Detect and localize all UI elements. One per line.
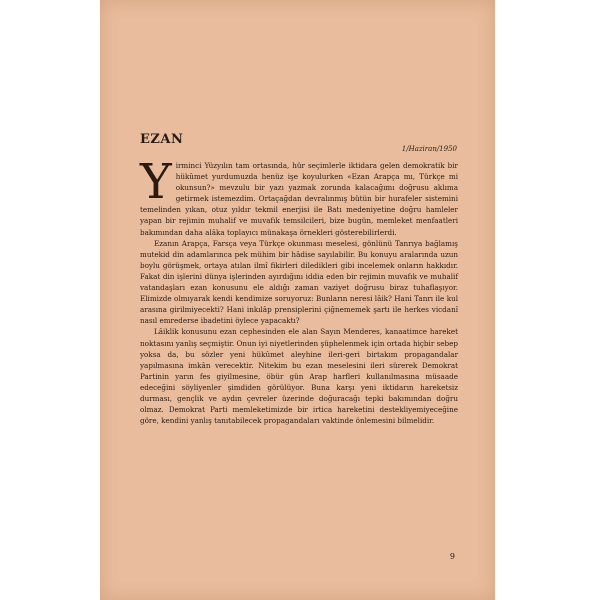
paragraph-1 <box>140 154 458 238</box>
book-page <box>100 0 495 600</box>
chapter-body <box>140 154 458 426</box>
chapter-date: 1/Haziran/1950 <box>401 145 457 153</box>
drop-cap: Y <box>140 154 172 210</box>
page-number: 9 <box>449 552 455 561</box>
paragraph-1-text: irminci Yüzyılın tam ortasında, hür seçimlerle iktidara gelen demokratik bir hükûmet yurdumuzda henüz işe koyulurken «Ezan Arapça mı, Türkçe mi okunsun?» mevzulu bir yazı yazmak zorunda kalacağımı doğrusu aklıma getirmek istemezdim. Ortaçağdan devralınmış bütün bir hurafeler sistemini temelinden yıkan, otuz yıldır tekmil enerjisi ile Batı medeniyetine doğru hamleler yapan bir rejimin muhalif ve muvafık temsilcileri, bize bugün, memleket menfaatleri bakımından daha alâka toplayıcı münakaşa örnekleri gösterebilirlerdi. <box>140 161 458 237</box>
chapter-title: EZAN <box>140 132 184 147</box>
paragraph-2: Ezanın Arapça, Farsça veya Türkçe okunması meselesi, gönlünü Tanrıya bağlamış mutekid din adamlarınca pek mühim bir hâdise sayılabilir. Bu konuyu aralarında uzun boylu görüşmek, ortaya atılan ilmî fikirleri diledikleri gibi incelemek onların hakkıdır. Fakat din işlerini dünya işlerinden ayırdığını iddia eden bir rejimin muvafık ve muhalif vatandaşları ezan konusunu ele aldığı zaman vaziyet doğrusu biraz tuhaflaşıyor. Elimizde olmıyarak kendi kendimize soruyoruz: Bunların neresi lâik? Hani Tanrı ile kul arasına girilmiyecekti? Hani inkılâp prensiplerini çiğnememek şartı ile herkes vicdanî nasıl emrederse ibadetini öylece yapacaktı? <box>140 238 458 326</box>
paragraph-3: Lâiklik konusunu ezan cephesinden ele alan Sayın Menderes, kanaatimce hareket noktasını yanlış seçmiştir. Onun iyi niyetlerinden şüphelenmek için ortada hiçbir sebep yoksa da, bu sözler yeni hükûmet aleyhine ileri-geri birtakım propagandalar yapılmasına imkân verecektir. Nitekim bu ezan meselesini ileri sürerek Demokrat Partinin yarın fes giyilmesine, öbür gün Arap harfleri kullanılmasına müsaade edeceğini söyliyenler şimdiden görülüyor. Buna karşı yeni iktidarın hareketsiz durması, gençlik ve aydın çevreler üzerinde doğuracağı tepki bakımından doğru olmaz. Demokrat Parti memleketimizde bir irtica hareketini destekliyemiyeceğine göre, kendini yanlış tanıtabilecek propagandaları vaktinde önlemesini bilmelidir. <box>140 327 458 426</box>
